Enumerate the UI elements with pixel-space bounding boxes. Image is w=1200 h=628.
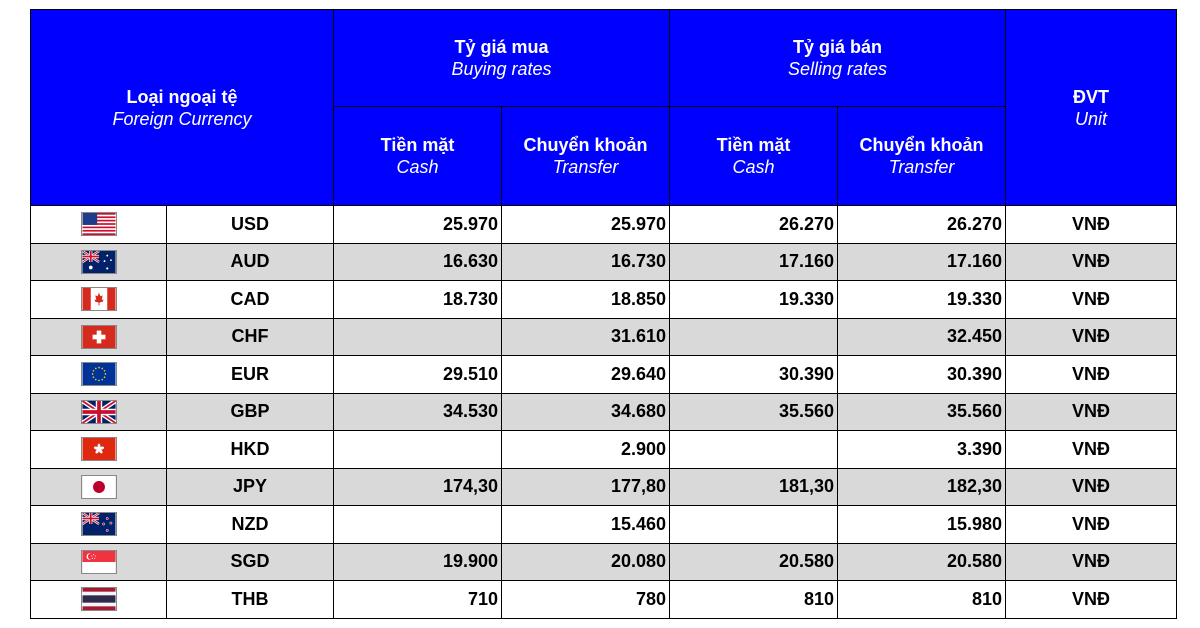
flag-cell — [31, 506, 167, 544]
table-row-chf — [31, 318, 1177, 356]
unit-value: VNĐ — [1006, 468, 1177, 506]
currency-code: JPY — [167, 468, 334, 506]
buy-transfer-value: 20.080 — [502, 543, 670, 581]
buy-transfer-header-en: Transfer — [552, 157, 619, 177]
hk-flag-icon — [81, 437, 117, 461]
currency-code: AUD — [167, 243, 334, 281]
sell-cash-value: 20.580 — [670, 543, 838, 581]
us-flag-icon — [81, 212, 117, 236]
currency-code: EUR — [167, 356, 334, 394]
sell-cash-header-vi: Tiền mặt — [716, 135, 791, 155]
table-row-gbp — [31, 393, 1177, 431]
buy-transfer-value: 780 — [502, 581, 670, 619]
buying-header-vi: Tỷ giá mua — [454, 37, 549, 57]
unit-header-vi: ĐVT — [1073, 86, 1109, 107]
table-row-cad — [31, 281, 1177, 319]
currency-code: GBP — [167, 393, 334, 431]
buy-cash-value — [334, 506, 502, 544]
nz-flag-icon — [81, 512, 117, 536]
sell-transfer-value: 19.330 — [838, 281, 1006, 319]
flag-cell — [31, 393, 167, 431]
buy-transfer-value: 177,80 — [502, 468, 670, 506]
buy-cash-value: 710 — [334, 581, 502, 619]
ca-flag-icon — [81, 287, 117, 311]
buy-cash-value: 16.630 — [334, 243, 502, 281]
buy-cash-header-vi: Tiền mặt — [380, 135, 455, 155]
sell-transfer-header-en: Transfer — [888, 157, 955, 177]
rate-table-body — [31, 206, 1177, 619]
buy-cash-value: 18.730 — [334, 281, 502, 319]
buy-transfer-header-vi: Chuyển khoản — [523, 135, 648, 155]
currency-code: CHF — [167, 318, 334, 356]
sell-cash-value — [670, 431, 838, 469]
currency-header-vi: Loại ngoại tệ — [126, 86, 238, 107]
currency-code: SGD — [167, 543, 334, 581]
sell-transfer-value: 30.390 — [838, 356, 1006, 394]
table-row-hkd — [31, 431, 1177, 469]
unit-value: VNĐ — [1006, 356, 1177, 394]
buy-cash-value: 174,30 — [334, 468, 502, 506]
currency-header — [31, 10, 334, 206]
sell-transfer-header — [838, 107, 1006, 206]
buy-cash-value: 19.900 — [334, 543, 502, 581]
unit-header — [1006, 10, 1177, 206]
gb-flag-icon — [81, 400, 117, 424]
sell-transfer-value: 32.450 — [838, 318, 1006, 356]
sell-cash-value: 26.270 — [670, 206, 838, 244]
buy-transfer-value: 18.850 — [502, 281, 670, 319]
jp-flag-icon — [81, 475, 117, 499]
buy-transfer-header — [502, 107, 670, 206]
buy-cash-value: 25.970 — [334, 206, 502, 244]
unit-value: VNĐ — [1006, 431, 1177, 469]
buying-header-en: Buying rates — [451, 59, 552, 79]
sell-cash-header — [670, 107, 838, 206]
table-row-nzd — [31, 506, 1177, 544]
currency-header-en: Foreign Currency — [112, 108, 252, 129]
buy-cash-value — [334, 431, 502, 469]
exchange-rate-table — [30, 9, 1177, 619]
sell-transfer-header-vi: Chuyển khoản — [859, 135, 984, 155]
unit-header-en: Unit — [1074, 108, 1107, 129]
sell-transfer-value: 3.390 — [838, 431, 1006, 469]
flag-cell — [31, 356, 167, 394]
sell-cash-value: 30.390 — [670, 356, 838, 394]
buy-transfer-value: 31.610 — [502, 318, 670, 356]
th-flag-icon — [81, 587, 117, 611]
unit-value: VNĐ — [1006, 281, 1177, 319]
sell-cash-value — [670, 318, 838, 356]
flag-cell — [31, 243, 167, 281]
currency-code: CAD — [167, 281, 334, 319]
exchange-rate-table-container — [30, 9, 1176, 619]
sell-cash-value — [670, 506, 838, 544]
currency-code: NZD — [167, 506, 334, 544]
buy-transfer-value: 34.680 — [502, 393, 670, 431]
buy-transfer-value: 16.730 — [502, 243, 670, 281]
sell-transfer-value: 17.160 — [838, 243, 1006, 281]
buy-transfer-value: 25.970 — [502, 206, 670, 244]
table-row-sgd — [31, 543, 1177, 581]
selling-header-vi: Tỷ giá bán — [792, 37, 882, 57]
unit-value: VNĐ — [1006, 393, 1177, 431]
table-row-jpy — [31, 468, 1177, 506]
buy-cash-value: 34.530 — [334, 393, 502, 431]
unit-value: VNĐ — [1006, 318, 1177, 356]
buy-cash-header-en: Cash — [396, 157, 439, 177]
currency-code: USD — [167, 206, 334, 244]
unit-value: VNĐ — [1006, 243, 1177, 281]
unit-value: VNĐ — [1006, 506, 1177, 544]
unit-value: VNĐ — [1006, 206, 1177, 244]
sell-cash-value: 810 — [670, 581, 838, 619]
sell-transfer-value: 26.270 — [838, 206, 1006, 244]
sell-cash-value: 19.330 — [670, 281, 838, 319]
flag-cell — [31, 581, 167, 619]
flag-cell — [31, 431, 167, 469]
buy-transfer-value: 2.900 — [502, 431, 670, 469]
selling-rates-header — [670, 10, 1006, 107]
unit-value: VNĐ — [1006, 543, 1177, 581]
buy-transfer-value: 15.460 — [502, 506, 670, 544]
sell-transfer-value: 20.580 — [838, 543, 1006, 581]
sell-transfer-value: 35.560 — [838, 393, 1006, 431]
sg-flag-icon — [81, 550, 117, 574]
eu-flag-icon — [81, 362, 117, 386]
currency-code: THB — [167, 581, 334, 619]
sell-transfer-value: 182,30 — [838, 468, 1006, 506]
sell-cash-value: 181,30 — [670, 468, 838, 506]
ch-flag-icon — [81, 325, 117, 349]
buy-cash-value: 29.510 — [334, 356, 502, 394]
buy-transfer-value: 29.640 — [502, 356, 670, 394]
currency-code: HKD — [167, 431, 334, 469]
buy-cash-header — [334, 107, 502, 206]
table-row-thb — [31, 581, 1177, 619]
unit-value: VNĐ — [1006, 581, 1177, 619]
table-row-eur — [31, 356, 1177, 394]
sell-transfer-value: 810 — [838, 581, 1006, 619]
sell-cash-value: 35.560 — [670, 393, 838, 431]
sell-cash-header-en: Cash — [732, 157, 775, 177]
flag-cell — [31, 543, 167, 581]
flag-cell — [31, 468, 167, 506]
table-row-aud — [31, 243, 1177, 281]
selling-header-en: Selling rates — [787, 59, 888, 79]
table-row-usd — [31, 206, 1177, 244]
flag-cell — [31, 206, 167, 244]
sell-cash-value: 17.160 — [670, 243, 838, 281]
flag-cell — [31, 281, 167, 319]
au-flag-icon — [81, 250, 117, 274]
buying-rates-header — [334, 10, 670, 107]
sell-transfer-value: 15.980 — [838, 506, 1006, 544]
flag-cell — [31, 318, 167, 356]
buy-cash-value — [334, 318, 502, 356]
